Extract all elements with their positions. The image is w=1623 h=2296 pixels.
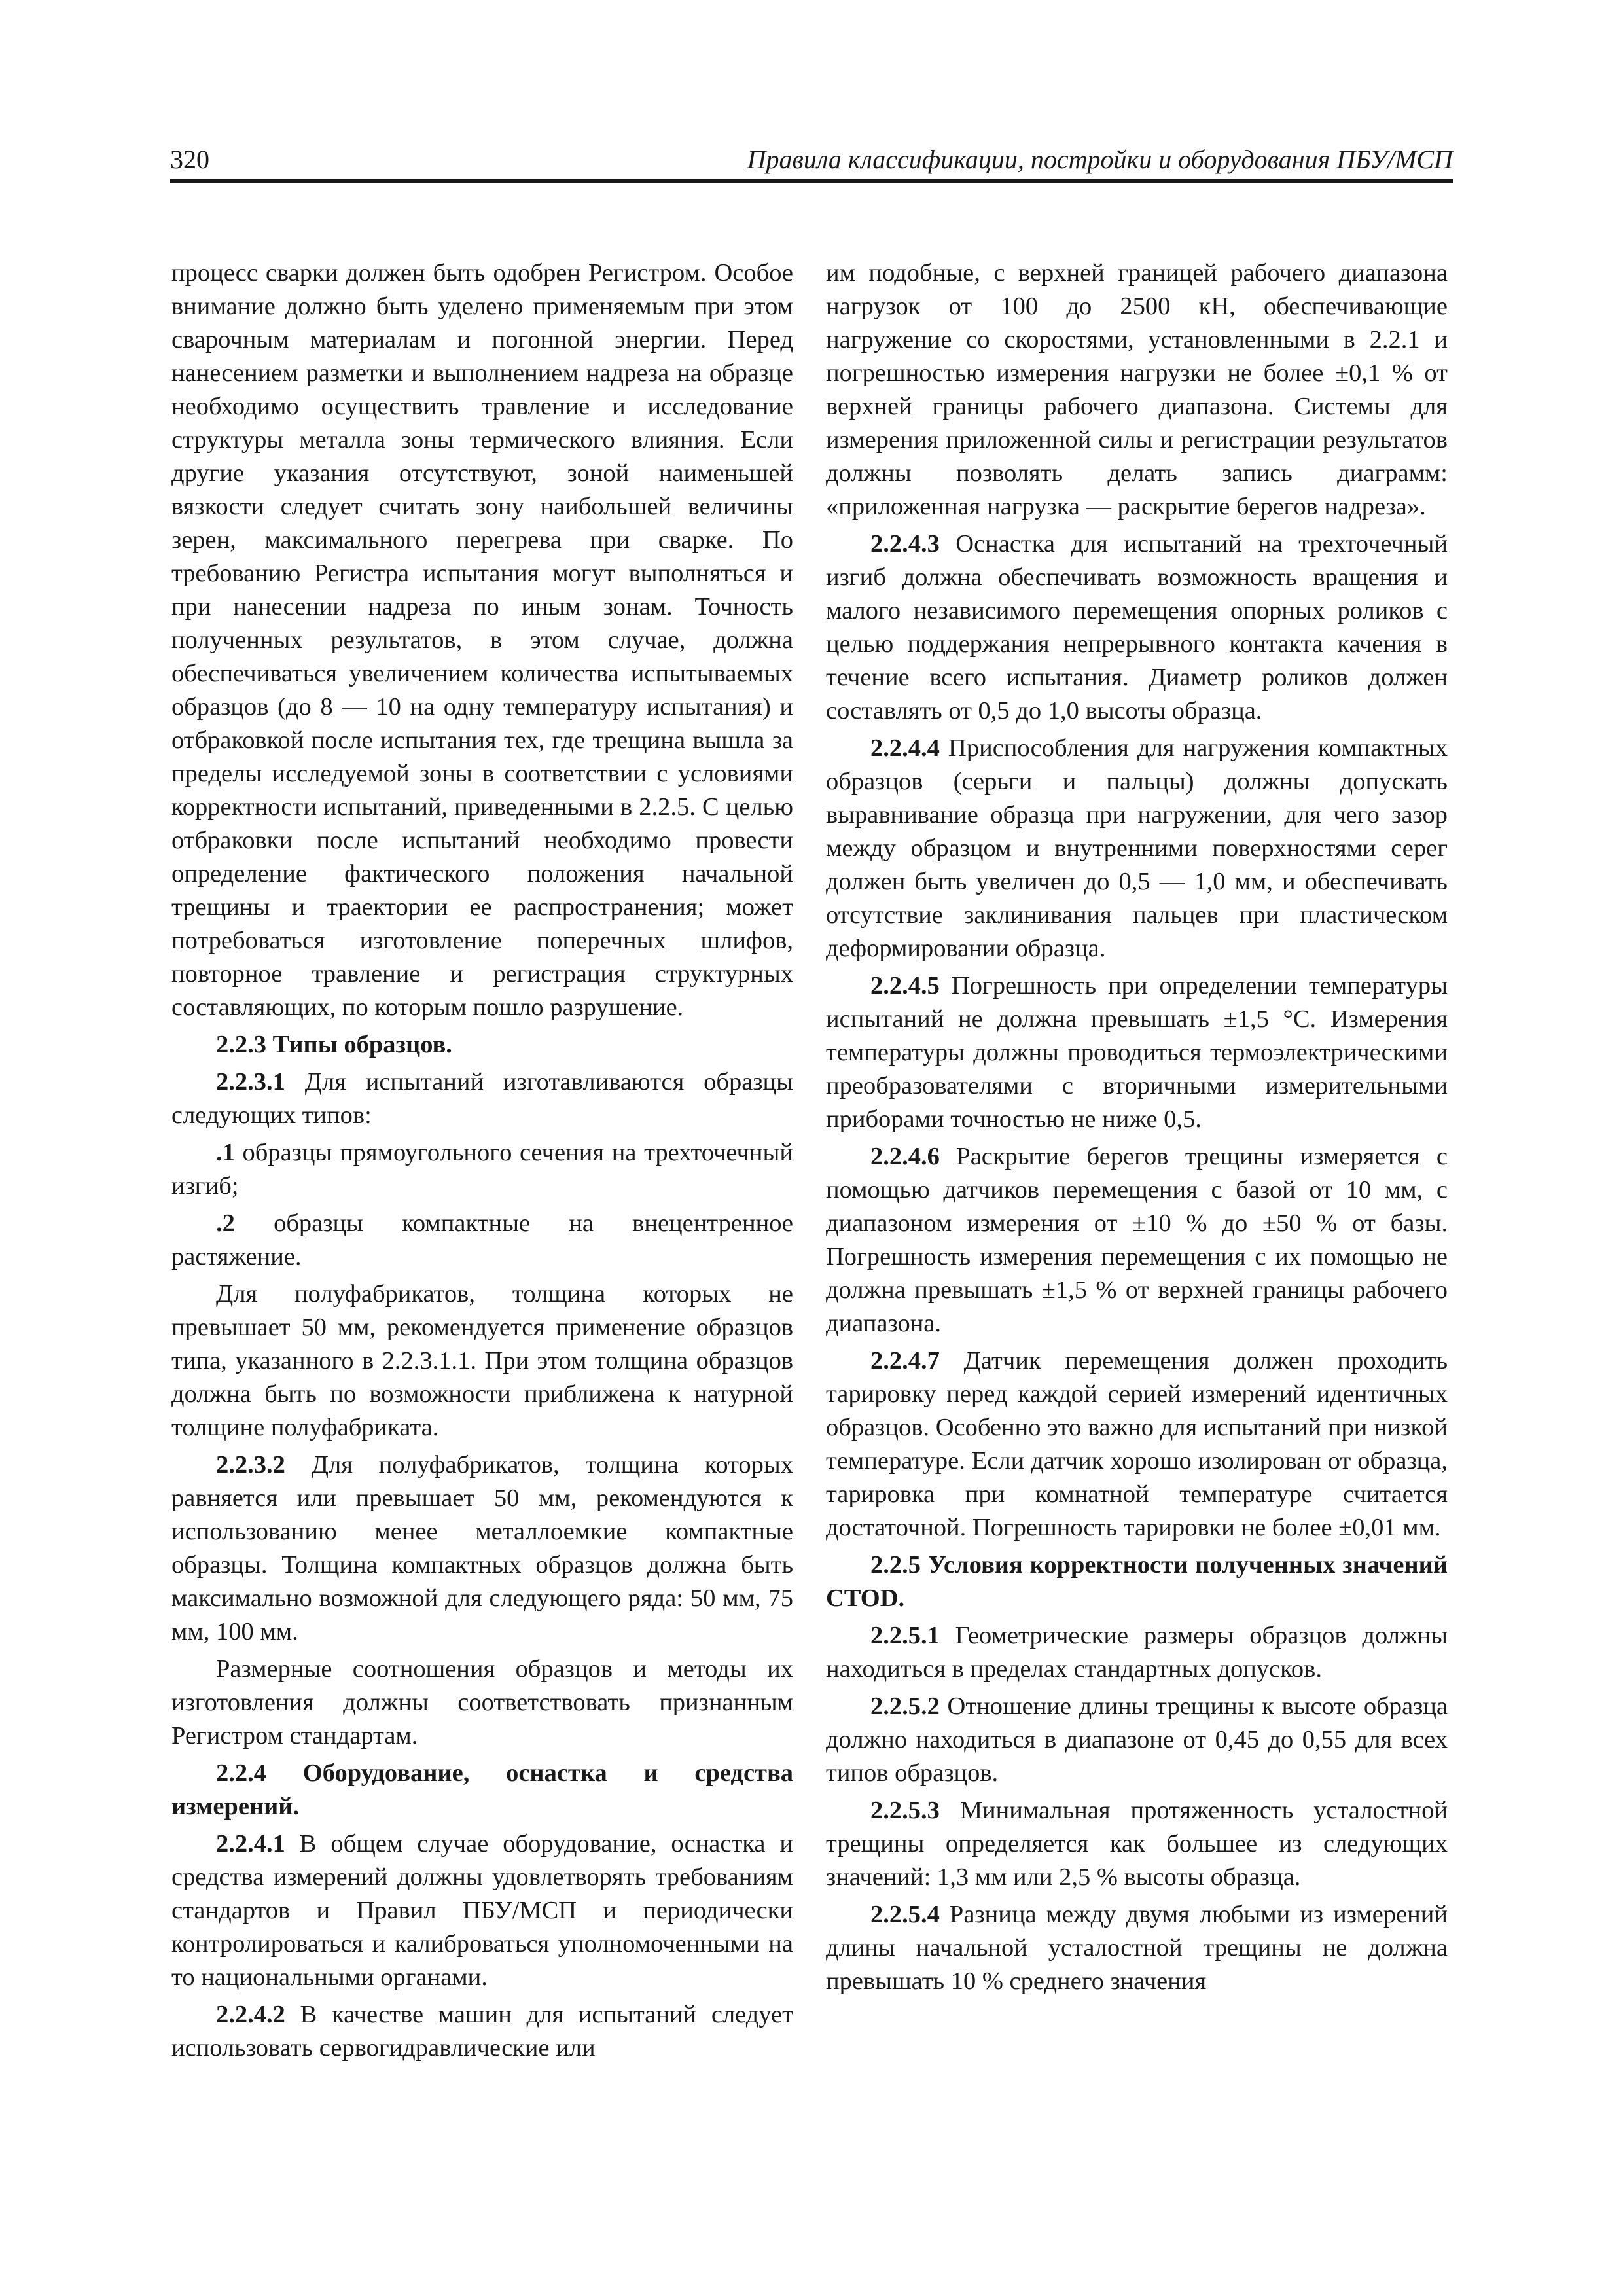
clause-number: 2.2.4.6 — [870, 1143, 940, 1170]
clause-2-2-4-4 — [826, 732, 1448, 965]
clause-text: Отношение длины трещины к высоте образца должно находиться в диапазоне от 0,45 до 0,55 для всех типов образцов. — [826, 1693, 1448, 1787]
clause-text: Раскрытие берегов трещины измеряется с помощью датчиков перемещения с базой от 10 мм, с диапазоном измерения от ±10 % до ±50 % от базы. Погрешность измерения перемещения с их помощью не должна превышать ±1,5 % от верхней границы рабочего диапазона. — [826, 1143, 1448, 1337]
clause-number: 2.2.5.1 — [870, 1622, 940, 1649]
paragraph: им подобные, с верхней границей рабочего диапазона нагрузок от 100 до 2500 кН, обеспечивающие нагружение со скоростями, установленными в 2.2.1 и погрешностью измерения нагрузки не более ±0,1 % от верхней границы рабочего диапазона. Системы для измерения приложенной силы и регистрации результатов должны позволять делать запись диаграмм: «приложенная нагрузка — раскрытие берегов надреза». — [826, 259, 1448, 520]
clause-2-2-5-1 — [826, 1619, 1448, 1686]
clause-2-2-4-7 — [826, 1344, 1448, 1545]
clause-2-2-4-5 — [826, 969, 1448, 1136]
clause-number: 2.2.5.2 — [870, 1693, 940, 1720]
paragraph: Для полуфабрикатов, толщина которых не превышает 50 мм, рекомендуется применение образцов типа, указанного в 2.2.3.1.1. При этом толщина образцов должна быть по возможности приближена к натурной толщине полуфабриката. — [171, 1280, 793, 1441]
clause-2-2-3-2 — [171, 1448, 793, 1649]
heading-text: 2.2.5 Условия корректности полученных значений CTOD. — [826, 1551, 1448, 1612]
item-text: образцы прямоугольного сечения на трехточечный изгиб; — [171, 1139, 793, 1200]
clause-text: Датчик перемещения должен проходить тарировку перед каждой серией измерений идентичных образцов. Особенно это важно для испытаний при низкой температуре. Если датчик хорошо изолирован от образца, тарировка при комнатной температуре считается достаточной. Погрешность тарировки не более ±0,01 мм. — [826, 1347, 1448, 1541]
clause-number: 2.2.4.4 — [870, 734, 940, 762]
clause-number: 2.2.4.3 — [870, 530, 940, 558]
left-column — [171, 257, 793, 2069]
clause-2-2-5-2 — [826, 1690, 1448, 1790]
list-item-1 — [171, 1136, 793, 1203]
running-header — [170, 139, 1453, 183]
clause-text: Для полуфабрикатов, толщина которых равняется или превышает 50 мм, рекомендуются к использованию менее металлоемкие компактные образцы. Толщина компактных образцов должна быть максимально возможной для следующего ряда: 50 мм, 75 мм, 100 мм. — [171, 1451, 793, 1645]
section-heading-2-2-3 — [171, 1028, 793, 1062]
clause-2-2-5-3 — [826, 1794, 1448, 1894]
running-title: Правила классификации, постройки и оборудования ПБУ/МСП — [747, 145, 1453, 174]
clause-number: 2.2.4.5 — [870, 972, 940, 999]
clause-2-2-4-6 — [826, 1140, 1448, 1340]
section-heading-2-2-4 — [171, 1757, 793, 1823]
list-item-2 — [171, 1207, 793, 1274]
clause-2-2-4-1 — [171, 1827, 793, 1994]
clause-number: 2.2.4.2 — [216, 2001, 285, 2028]
item-number: .2 — [216, 1210, 235, 1237]
right-column — [826, 257, 1448, 2002]
section-heading-2-2-5 — [826, 1549, 1448, 1615]
clause-text: Минимальная протяженность усталостной трещины определяется как большее из следующих значений: 1,3 мм или 2,5 % высоты образца. — [826, 1797, 1448, 1891]
clause-text: Приспособления для нагружения компактных образцов (серьги и пальцы) должны допускать выравнивание образца при нагружении, для чего зазор между образцом и внутренними поверхностями серег должен быть увеличен до 0,5 — 1,0 мм, и обеспечивать отсутствие заклинивания пальцев при пластическом деформировании образца. — [826, 734, 1448, 962]
heading-text: 2.2.4 Оборудование, оснастка и средства измерений. — [171, 1759, 793, 1820]
clause-2-2-4-3 — [826, 528, 1448, 728]
item-number: .1 — [216, 1139, 235, 1166]
clause-number: 2.2.5.3 — [870, 1797, 940, 1824]
clause-text: Разница между двумя любыми из измерений длины начальной усталостной трещины не должна превышать 10 % среднего значения — [826, 1901, 1448, 1995]
clause-number: 2.2.3.2 — [216, 1451, 285, 1479]
clause-text: Геометрические размеры образцов должны находиться в пределах стандартных допусков. — [826, 1622, 1448, 1683]
clause-text: В качестве машин для испытаний следует использовать сервогидравлические или — [171, 2001, 793, 2062]
clause-2-2-5-4 — [826, 1898, 1448, 1998]
clause-number: 2.2.5.4 — [870, 1901, 940, 1928]
clause-number: 2.2.4.7 — [870, 1347, 940, 1374]
page-number: 320 — [170, 145, 209, 174]
item-text: образцы компактные на внецентренное растяжение. — [171, 1210, 793, 1270]
clause-text: Оснастка для испытаний на трехточечный изгиб должна обеспечивать возможность вращения и малого независимого перемещения опорных роликов с целью поддержания непрерывного контакта качения в течение всего испытания. Диаметр роликов должен составлять от 0,5 до 1,0 высоты образца. — [826, 530, 1448, 725]
clause-text: Для испытаний изготавливаются образцы следующих типов: — [171, 1068, 793, 1129]
heading-text: 2.2.3 Типы образцов. — [216, 1031, 452, 1058]
clause-text: В общем случае оборудование, оснастка и средства измерений должны удовлетворять требованиям стандартов и Правил ПБУ/МСП и периодически контролироваться и калиброваться уполномоченными на то национальными органами. — [171, 1830, 793, 1991]
clause-number: 2.2.4.1 — [216, 1830, 285, 1857]
clause-2-2-4-2 — [171, 1998, 793, 2065]
paragraph: процесс сварки должен быть одобрен Регистром. Особое внимание должно быть уделено применяемым при этом сварочным материалам и погонной энергии. Перед нанесением разметки и выполнением надреза на образце необходимо осуществить травление и исследование структуры металла зоны термического влияния. Если другие указания отсутствуют, зоной наименьшей вязкости следует считать зону наибольшей величины зерен, максимального перегрева при сварке. По требованию Регистра испытания могут выполняться и при нанесении надреза по иным зонам. Точность полученных результатов, в этом случае, должна обеспечиваться увеличением количества испытываемых образцов (до 8 — 10 на одну температуру испытания) и отбраковкой после испытания тех, где трещина вышла за пределы исследуемой зоны в соответствии с условиями корректности испытаний, приведенными в 2.2.5. С целью отбраковки после испытаний необходимо провести определение фактического положения начальной трещины и траектории ее распространения; может потребоваться изготовление поперечных шлифов, повторное травление и регистрация структурных составляющих, по которым пошло разрушение. — [171, 259, 793, 1021]
clause-number: 2.2.3.1 — [216, 1068, 285, 1096]
clause-2-2-3-1 — [171, 1066, 793, 1132]
paragraph: Размерные соотношения образцов и методы их изготовления должны соответствовать признанным Регистром стандартам. — [171, 1655, 793, 1749]
clause-text: Погрешность при определении температуры испытаний не должна превышать ±1,5 °С. Измерения температуры должны проводиться термоэлектрическими преобразователями с вторичными измерительными приборами точностью не ниже 0,5. — [826, 972, 1448, 1133]
